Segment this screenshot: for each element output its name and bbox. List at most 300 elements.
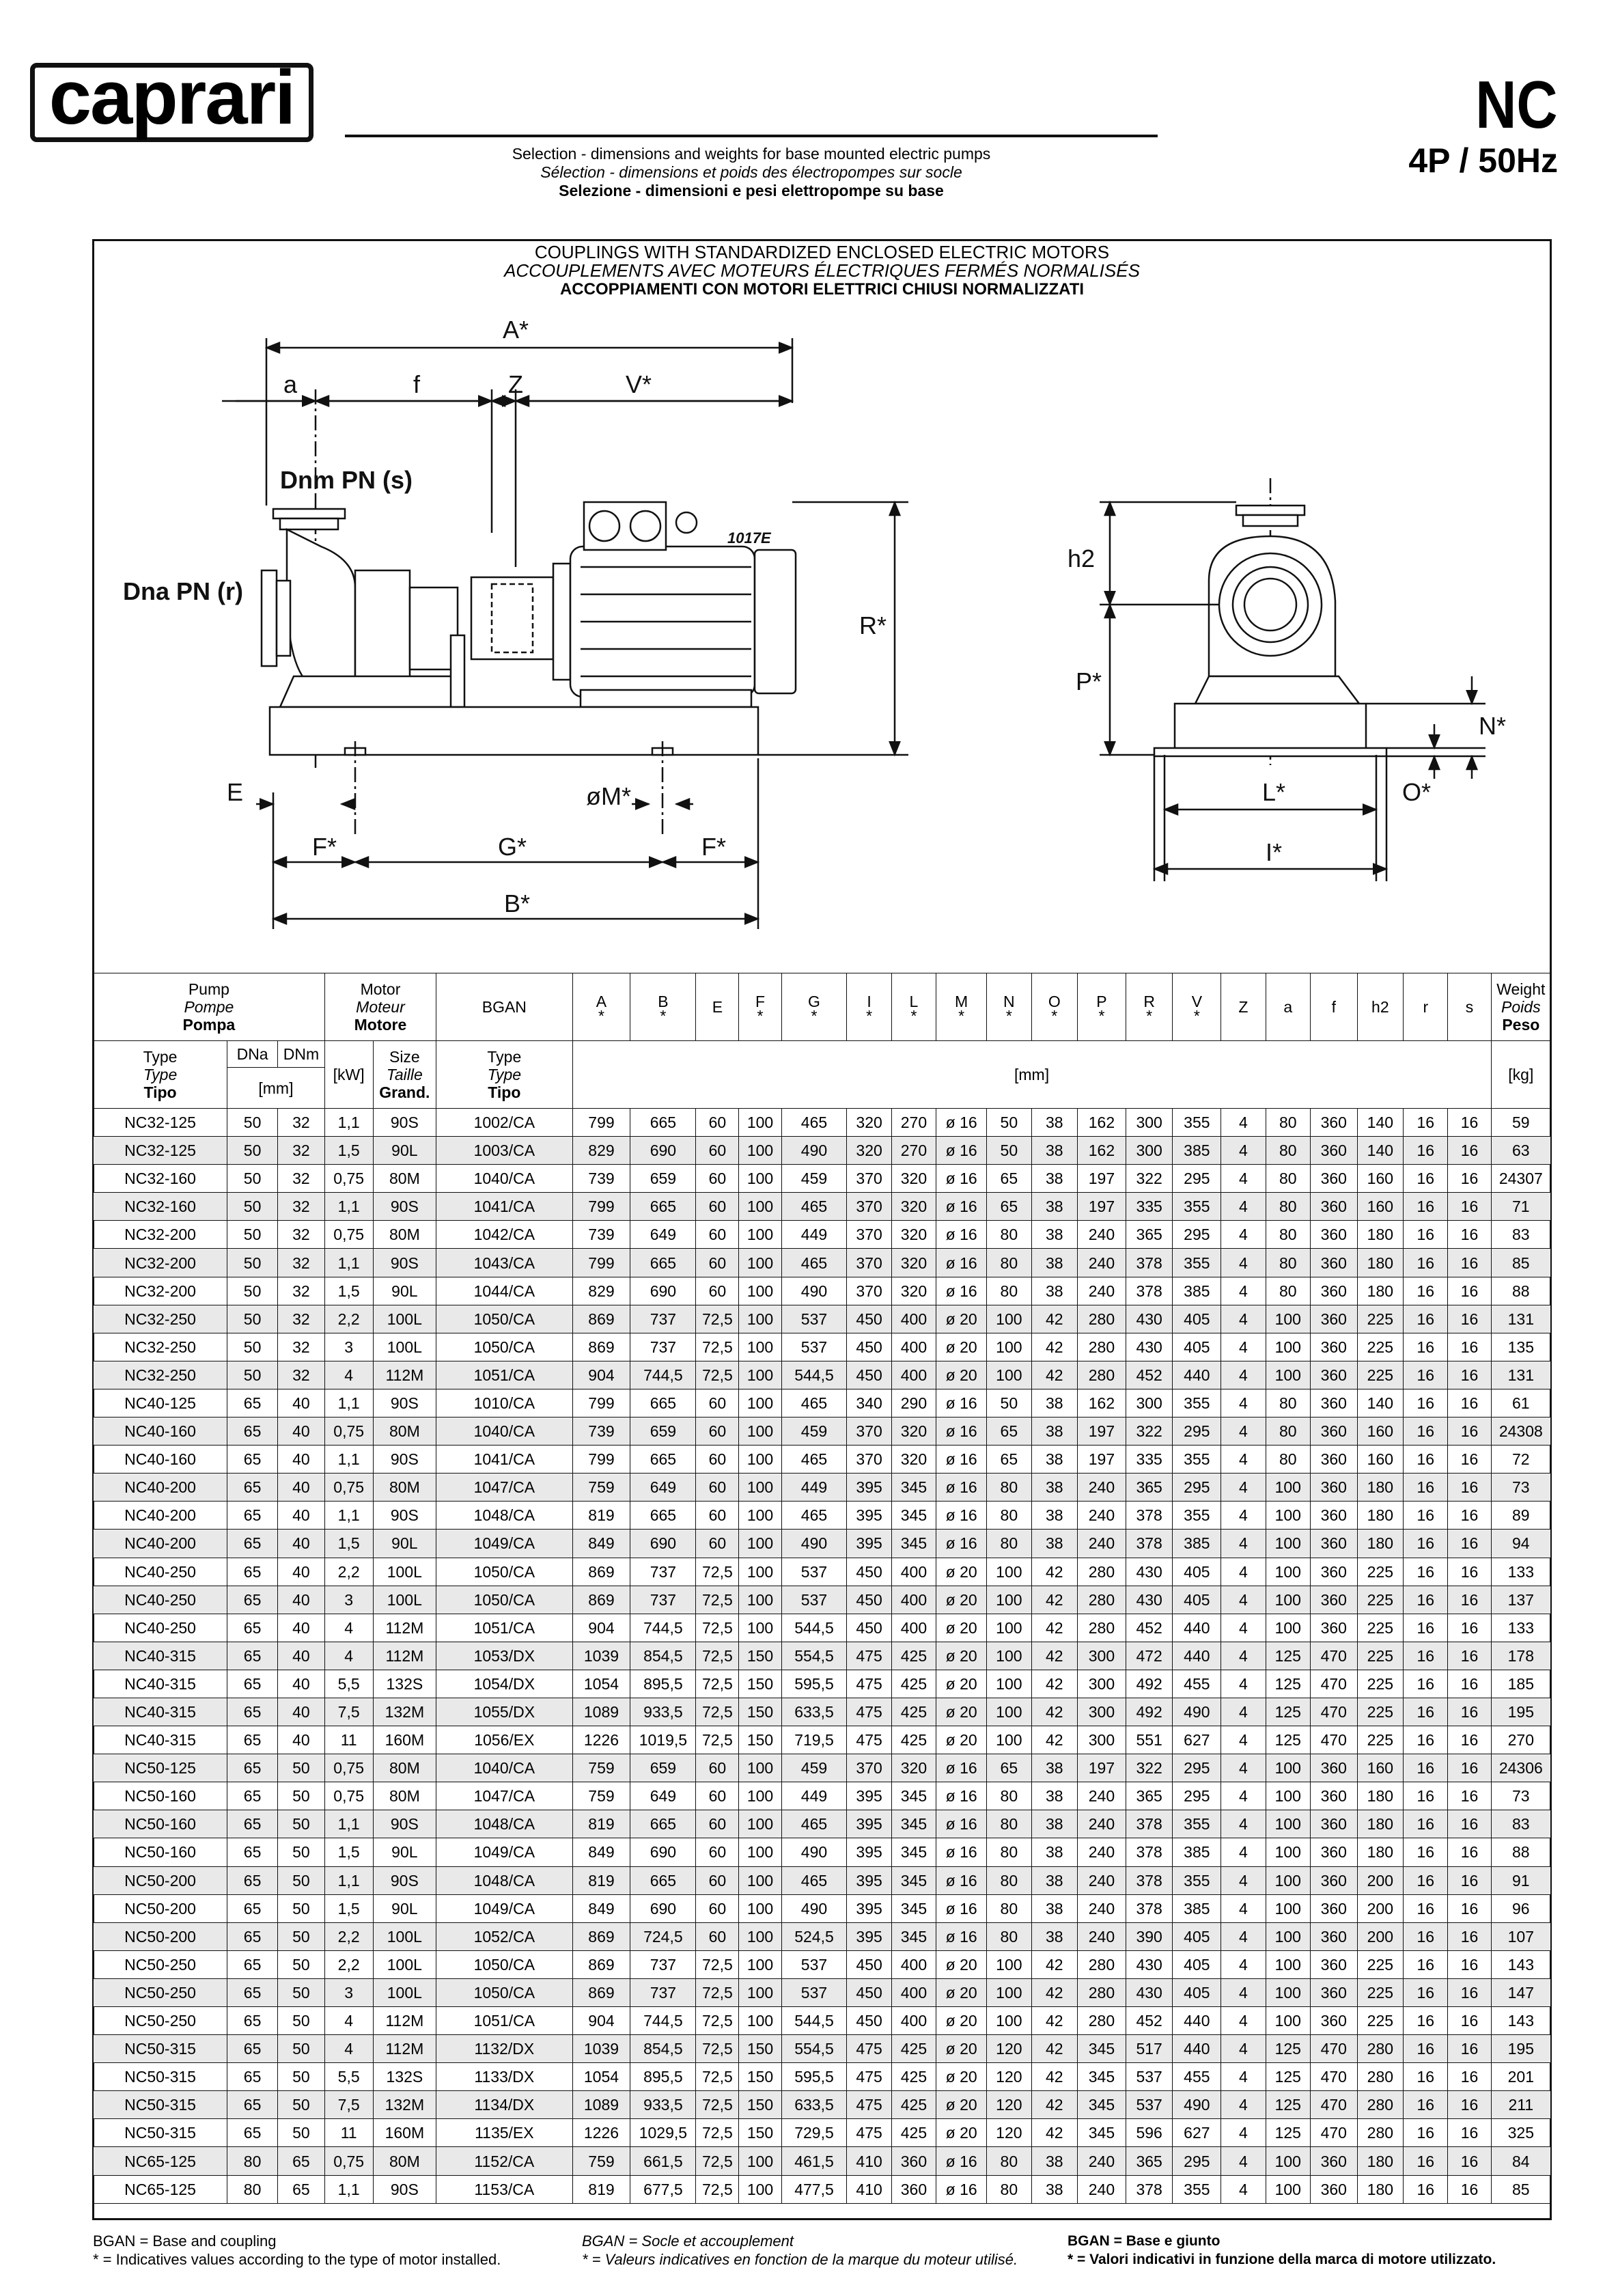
table-cell: 38 (1031, 1530, 1078, 1558)
table-cell: 280 (1078, 1361, 1126, 1389)
dim-label-M: øM* (586, 782, 631, 810)
table-cell: 4 (1221, 2007, 1266, 2035)
table-cell: 80 (1266, 1389, 1310, 1417)
table-cell: 100 (1266, 1558, 1310, 1586)
table-cell: 1153/CA (436, 2175, 572, 2203)
table-cell: 50 (278, 1922, 325, 1950)
table-cell: 90L (373, 1838, 436, 1866)
table-cell: 477,5 (781, 2175, 847, 2203)
dim-col-label: f (1331, 998, 1336, 1016)
table-cell: 80 (227, 2147, 278, 2175)
table-cell: 240 (1078, 2175, 1126, 2203)
table-cell: 739 (572, 1221, 630, 1249)
table-cell: 72,5 (696, 1586, 739, 1614)
table-cell: 1048/CA (436, 1502, 572, 1530)
table-cell: 32 (278, 1221, 325, 1249)
table-cell: 4 (1221, 1726, 1266, 1754)
table-cell: 112M (373, 1642, 436, 1670)
table-cell: 1048/CA (436, 1810, 572, 1838)
table-cell: 50 (278, 2007, 325, 2035)
table-row (94, 1446, 1551, 1474)
table-cell: 360 (1310, 1389, 1357, 1417)
table-cell: 16 (1448, 2091, 1491, 2119)
table-cell: 65 (227, 1558, 278, 1586)
table-cell: 60 (696, 1446, 739, 1474)
table-cell: 544,5 (781, 1614, 847, 1642)
table-cell: 40 (278, 1502, 325, 1530)
table-cell: 65 (278, 2147, 325, 2175)
table-cell: 180 (1357, 1810, 1404, 1838)
table-cell: 100 (987, 1333, 1031, 1361)
table-cell: 160 (1357, 1193, 1404, 1221)
table-cell: 4 (1221, 1586, 1266, 1614)
table-cell: 360 (1310, 1754, 1357, 1782)
dim-col-label: E (712, 998, 723, 1016)
table-cell: 120 (987, 2119, 1031, 2147)
table-cell: 16 (1448, 1389, 1491, 1417)
table-cell: 60 (696, 1810, 739, 1838)
table-cell: 100 (1266, 1922, 1310, 1950)
size-header-it: Grand. (379, 1083, 430, 1101)
table-cell: 737 (630, 1333, 696, 1361)
table-cell: 225 (1357, 1950, 1404, 1978)
table-cell: 430 (1126, 1950, 1173, 1978)
table-cell: 0,75 (324, 2147, 373, 2175)
table-cell: 65 (227, 1950, 278, 1978)
table-cell: 690 (630, 1894, 696, 1922)
table-cell: 370 (847, 1446, 891, 1474)
table-cell: 16 (1404, 1165, 1448, 1193)
table-row (94, 1642, 1551, 1670)
table-cell: 16 (1404, 1277, 1448, 1305)
table-cell: 16 (1404, 1558, 1448, 1586)
table-cell: 322 (1126, 1165, 1173, 1193)
table-cell: 400 (891, 1361, 936, 1389)
dim-label-h2: h2 (1068, 544, 1096, 572)
table-cell: 1041/CA (436, 1446, 572, 1474)
table-cell: 160 (1357, 1417, 1404, 1446)
table-row (94, 1530, 1551, 1558)
table-cell: 16 (1448, 1558, 1491, 1586)
table-cell: 829 (572, 1137, 630, 1165)
table-cell: 225 (1357, 1586, 1404, 1614)
table-cell: 390 (1126, 1922, 1173, 1950)
table-cell: 360 (1310, 1866, 1357, 1894)
table-cell: 475 (847, 2035, 891, 2063)
table-cell: 370 (847, 1193, 891, 1221)
table-cell: 100 (1266, 1866, 1310, 1894)
dim-col-header (696, 973, 739, 1041)
table-cell: 490 (781, 1530, 847, 1558)
table-cell: 150 (739, 1670, 781, 1698)
table-cell: 295 (1173, 1754, 1221, 1782)
table-cell: 360 (1310, 1558, 1357, 1586)
table-cell: 4 (324, 1614, 373, 1642)
table-cell: 475 (847, 2063, 891, 2091)
table-cell: 16 (1448, 1698, 1491, 1726)
dim-col-label: r (1423, 998, 1429, 1016)
table-cell: 385 (1173, 1838, 1221, 1866)
table-cell: 295 (1173, 1165, 1221, 1193)
dim-label-N: N* (1479, 712, 1507, 740)
table-cell: 50 (227, 1277, 278, 1305)
table-cell: 405 (1173, 1586, 1221, 1614)
table-cell: 16 (1448, 1838, 1491, 1866)
table-cell: 4 (1221, 2147, 1266, 2175)
dim-col-label: V (1191, 993, 1203, 1010)
table-cell: ø 20 (936, 1670, 987, 1698)
table-cell: 32 (278, 1333, 325, 1361)
table-cell: 2,2 (324, 1950, 373, 1978)
table-cell: 759 (572, 1474, 630, 1502)
table-cell: 1089 (572, 1698, 630, 1726)
table-cell: 1,5 (324, 1894, 373, 1922)
table-cell: 180 (1357, 1782, 1404, 1810)
table-cell: 50 (227, 1333, 278, 1361)
table-cell: 16 (1448, 1614, 1491, 1642)
size-header-fr: Taille (386, 1066, 423, 1083)
table-cell: 16 (1404, 1950, 1448, 1978)
table-cell: 100L (373, 1950, 436, 1978)
table-cell: 360 (1310, 1894, 1357, 1922)
dim-col-header (739, 973, 781, 1041)
table-cell: 240 (1078, 1838, 1126, 1866)
table-cell: 16 (1448, 1417, 1491, 1446)
table-cell: 1044/CA (436, 1277, 572, 1305)
table-cell: 1,5 (324, 1137, 373, 1165)
table-cell: 72,5 (696, 2091, 739, 2119)
table-cell: 80 (987, 2175, 1031, 2203)
table-cell: 38 (1031, 1277, 1078, 1305)
table-cell: 88 (1491, 1838, 1550, 1866)
table-cell: 4 (1221, 2091, 1266, 2119)
table-cell: 40 (278, 1670, 325, 1698)
bgan-type-en: Type (487, 1048, 522, 1066)
table-cell: 72,5 (696, 1670, 739, 1698)
table-cell: 16 (1404, 1249, 1448, 1277)
table-cell: 240 (1078, 2147, 1126, 2175)
table-cell: 16 (1448, 1810, 1491, 1838)
table-cell: ø 16 (936, 1389, 987, 1417)
table-cell: 455 (1173, 2063, 1221, 2091)
table-cell: 425 (891, 2063, 936, 2091)
table-cell: 759 (572, 2147, 630, 2175)
table-cell: 320 (891, 1249, 936, 1277)
table-cell: 1003/CA (436, 1137, 572, 1165)
table-cell: 3 (324, 1333, 373, 1361)
table-cell: 665 (630, 1389, 696, 1417)
table-cell: 450 (847, 1361, 891, 1389)
table-cell: 405 (1173, 1978, 1221, 2006)
bgan-type-fr: Type (487, 1066, 522, 1083)
table-cell: 295 (1173, 1221, 1221, 1249)
table-cell: 65 (227, 1474, 278, 1502)
table-cell: 90S (373, 1502, 436, 1530)
table-cell: 100 (1266, 1474, 1310, 1502)
table-cell: ø 20 (936, 1305, 987, 1333)
dim-col-header (1357, 973, 1404, 1041)
table-cell: 470 (1310, 1698, 1357, 1726)
table-cell: 32 (278, 1277, 325, 1305)
table-cell: 32 (278, 1193, 325, 1221)
table-cell: 659 (630, 1417, 696, 1446)
table-cell: 1002/CA (436, 1109, 572, 1137)
table-cell: 84 (1491, 2147, 1550, 2175)
table-cell: 537 (1126, 2091, 1173, 2119)
table-row (94, 1614, 1551, 1642)
table-cell: 4 (324, 2007, 373, 2035)
table-cell: 449 (781, 1221, 847, 1249)
table-cell: 465 (781, 1866, 847, 1894)
table-cell: 4 (1221, 2175, 1266, 2203)
table-cell: 355 (1173, 1810, 1221, 1838)
table-cell: 100 (739, 1446, 781, 1474)
table-cell: ø 20 (936, 1614, 987, 1642)
table-cell: ø 20 (936, 1558, 987, 1586)
table-cell: 280 (1078, 1586, 1126, 1614)
table-cell: 4 (1221, 1614, 1266, 1642)
table-cell: 125 (1266, 1670, 1310, 1698)
table-cell: 50 (227, 1305, 278, 1333)
table-cell: 490 (781, 1894, 847, 1922)
table-cell: 360 (1310, 1417, 1357, 1446)
table-cell: ø 16 (936, 1782, 987, 1810)
table-cell: ø 20 (936, 1361, 987, 1389)
table-cell: 180 (1357, 2147, 1404, 2175)
dim-col-star: * (598, 1007, 604, 1025)
table-cell: 100 (1266, 1754, 1310, 1782)
table-row (94, 1950, 1551, 1978)
table-cell: 80 (987, 1782, 1031, 1810)
table-cell: 360 (1310, 1838, 1357, 1866)
table-cell: 42 (1031, 2091, 1078, 2119)
table-cell: 72,5 (696, 1978, 739, 2006)
dim-col-star: * (958, 1007, 965, 1025)
table-cell: 16 (1448, 2147, 1491, 2175)
table-cell: 395 (847, 1922, 891, 1950)
table-cell: 452 (1126, 2007, 1173, 2035)
table-cell: 16 (1404, 1474, 1448, 1502)
dim-col-label: M (955, 993, 968, 1010)
table-cell: 295 (1173, 1417, 1221, 1446)
table-cell: 378 (1126, 1502, 1173, 1530)
table-cell: 744,5 (630, 1614, 696, 1642)
table-cell: 537 (781, 1305, 847, 1333)
table-cell: 90S (373, 1249, 436, 1277)
dim-col-header (1221, 973, 1266, 1041)
table-cell: 1043/CA (436, 1249, 572, 1277)
table-cell: NC32-250 (94, 1333, 227, 1361)
table-cell: 160M (373, 2119, 436, 2147)
table-cell: 370 (847, 1754, 891, 1782)
table-cell: 345 (891, 1894, 936, 1922)
table-cell: ø 16 (936, 2175, 987, 2203)
table-cell: 42 (1031, 2007, 1078, 2035)
table-cell: NC50-200 (94, 1894, 227, 1922)
table-cell: 100 (1266, 1361, 1310, 1389)
table-cell: 50 (227, 1109, 278, 1137)
table-cell: 537 (781, 1978, 847, 2006)
table-cell: 59 (1491, 1109, 1550, 1137)
table-cell: 16 (1448, 1361, 1491, 1389)
table-cell: 280 (1078, 1614, 1126, 1642)
dim-label-F-right: F* (701, 833, 726, 861)
table-cell: 16 (1448, 1922, 1491, 1950)
table-cell: NC50-250 (94, 2007, 227, 2035)
table-cell: 38 (1031, 1502, 1078, 1530)
table-cell: 100 (1266, 2007, 1310, 2035)
table-cell: 85 (1491, 1249, 1550, 1277)
table-cell: 100L (373, 1922, 436, 1950)
kg-units-header: [kg] (1491, 1041, 1550, 1109)
motor-header (324, 973, 436, 1041)
table-cell: 1,1 (324, 2175, 373, 2203)
table-cell: 596 (1126, 2119, 1173, 2147)
table-cell: 65 (227, 1838, 278, 1866)
table-cell: 475 (847, 2119, 891, 2147)
table-cell: 895,5 (630, 1670, 696, 1698)
table-cell: 1133/DX (436, 2063, 572, 2091)
table-cell: 100 (739, 1950, 781, 1978)
table-cell: 100 (739, 1894, 781, 1922)
table-cell: 378 (1126, 1838, 1173, 1866)
section-title-it: ACCOPPIAMENTI CON MOTORI ELETTRICI CHIUSI NORMALIZZATI (559, 280, 1085, 299)
table-cell: 42 (1031, 1670, 1078, 1698)
table-cell: 150 (739, 1698, 781, 1726)
dim-col-label: R (1143, 993, 1155, 1010)
table-cell: NC40-200 (94, 1502, 227, 1530)
pump-header-it: Pompa (182, 1016, 236, 1034)
table-cell: 100 (987, 1305, 1031, 1333)
table-cell: 65 (227, 1978, 278, 2006)
table-cell: 450 (847, 1558, 891, 1586)
table-cell: 300 (1126, 1109, 1173, 1137)
table-cell: 90S (373, 1446, 436, 1474)
table-cell: 1051/CA (436, 2007, 572, 2035)
table-cell: 16 (1404, 1754, 1448, 1782)
table-cell: 225 (1357, 1698, 1404, 1726)
table-cell: 72,5 (696, 1614, 739, 1642)
table-cell: 180 (1357, 1838, 1404, 1866)
table-cell: 395 (847, 1866, 891, 1894)
table-cell: 1,1 (324, 1249, 373, 1277)
table-cell: 360 (1310, 1922, 1357, 1950)
table-cell: 280 (1357, 2063, 1404, 2091)
table-cell: 42 (1031, 2119, 1078, 2147)
dim-col-header (1448, 973, 1491, 1041)
table-cell: 385 (1173, 1894, 1221, 1922)
table-cell: 849 (572, 1894, 630, 1922)
table-cell: 32 (278, 1137, 325, 1165)
table-cell: 150 (739, 1642, 781, 1670)
table-cell: 295 (1173, 1474, 1221, 1502)
table-cell: 16 (1404, 1698, 1448, 1726)
table-cell: 0,75 (324, 1782, 373, 1810)
table-cell: 450 (847, 1305, 891, 1333)
table-cell: 690 (630, 1137, 696, 1165)
table-cell: 65 (227, 2119, 278, 2147)
table-cell: 554,5 (781, 2035, 847, 2063)
table-cell: 42 (1031, 1361, 1078, 1389)
dim-col-label: h2 (1371, 998, 1389, 1016)
table-cell: 16 (1448, 1782, 1491, 1810)
table-cell: 4 (1221, 1361, 1266, 1389)
table-cell: 240 (1078, 1810, 1126, 1838)
table-cell: 450 (847, 1614, 891, 1642)
table-cell: 40 (278, 1586, 325, 1614)
table-cell: 737 (630, 1950, 696, 1978)
table-cell: 42 (1031, 1698, 1078, 1726)
dim-label-P: P* (1076, 667, 1102, 695)
table-cell: 24307 (1491, 1165, 1550, 1193)
table-cell: 50 (278, 1950, 325, 1978)
table-cell: 72,5 (696, 1558, 739, 1586)
table-cell: 40 (278, 1642, 325, 1670)
table-cell: 65 (227, 2063, 278, 2091)
table-cell: ø 20 (936, 1726, 987, 1754)
table-cell: 854,5 (630, 2035, 696, 2063)
table-cell: 16 (1448, 1277, 1491, 1305)
table-cell: 42 (1031, 1586, 1078, 1614)
dim-col-label: N (1003, 993, 1015, 1010)
table-cell: 32 (278, 1165, 325, 1193)
table-cell: 378 (1126, 1249, 1173, 1277)
table-cell: NC50-200 (94, 1922, 227, 1950)
table-cell: 1019,5 (630, 1726, 696, 1754)
table-cell: NC32-250 (94, 1361, 227, 1389)
table-cell: NC40-200 (94, 1474, 227, 1502)
footer-fr (582, 2232, 1018, 2269)
table-cell: 100 (739, 1109, 781, 1137)
dim-col-label: L (909, 993, 919, 1010)
table-cell: 430 (1126, 1978, 1173, 2006)
table-cell: 270 (1491, 1726, 1550, 1754)
table-cell: 360 (1310, 1782, 1357, 1810)
table-cell: 65 (227, 1754, 278, 1782)
table-cell: 80 (1266, 1277, 1310, 1305)
table-cell: 80 (1266, 1193, 1310, 1221)
dim-col-header (1078, 973, 1126, 1041)
table-cell: 320 (891, 1193, 936, 1221)
table-cell: 819 (572, 1502, 630, 1530)
pump-header-fr: Pompe (184, 998, 234, 1016)
table-cell: 395 (847, 1502, 891, 1530)
table-cell: NC65-125 (94, 2147, 227, 2175)
table-cell: 72,5 (696, 1950, 739, 1978)
table-cell: 38 (1031, 1894, 1078, 1922)
table-cell: 16 (1404, 1810, 1448, 1838)
table-cell: 537 (781, 1333, 847, 1361)
table-cell: 1050/CA (436, 1333, 572, 1361)
table-cell: 38 (1031, 1754, 1078, 1782)
table-cell: 100 (987, 1614, 1031, 1642)
table-cell: 395 (847, 1810, 891, 1838)
table-cell: ø 20 (936, 1978, 987, 2006)
table-cell: 16 (1404, 2175, 1448, 2203)
dim-col-star: * (757, 1007, 764, 1025)
table-row (94, 2007, 1551, 2035)
table-cell: 295 (1173, 2147, 1221, 2175)
table-cell: 38 (1031, 1866, 1078, 1894)
table-cell: 470 (1310, 1726, 1357, 1754)
table-cell: 933,5 (630, 1698, 696, 1726)
table-cell: 80 (1266, 1249, 1310, 1277)
table-cell: 60 (696, 1221, 739, 1249)
dim-label-E: E (227, 778, 244, 806)
table-cell: 90S (373, 1866, 436, 1894)
table-cell: 240 (1078, 1866, 1126, 1894)
table-cell: 42 (1031, 1642, 1078, 1670)
